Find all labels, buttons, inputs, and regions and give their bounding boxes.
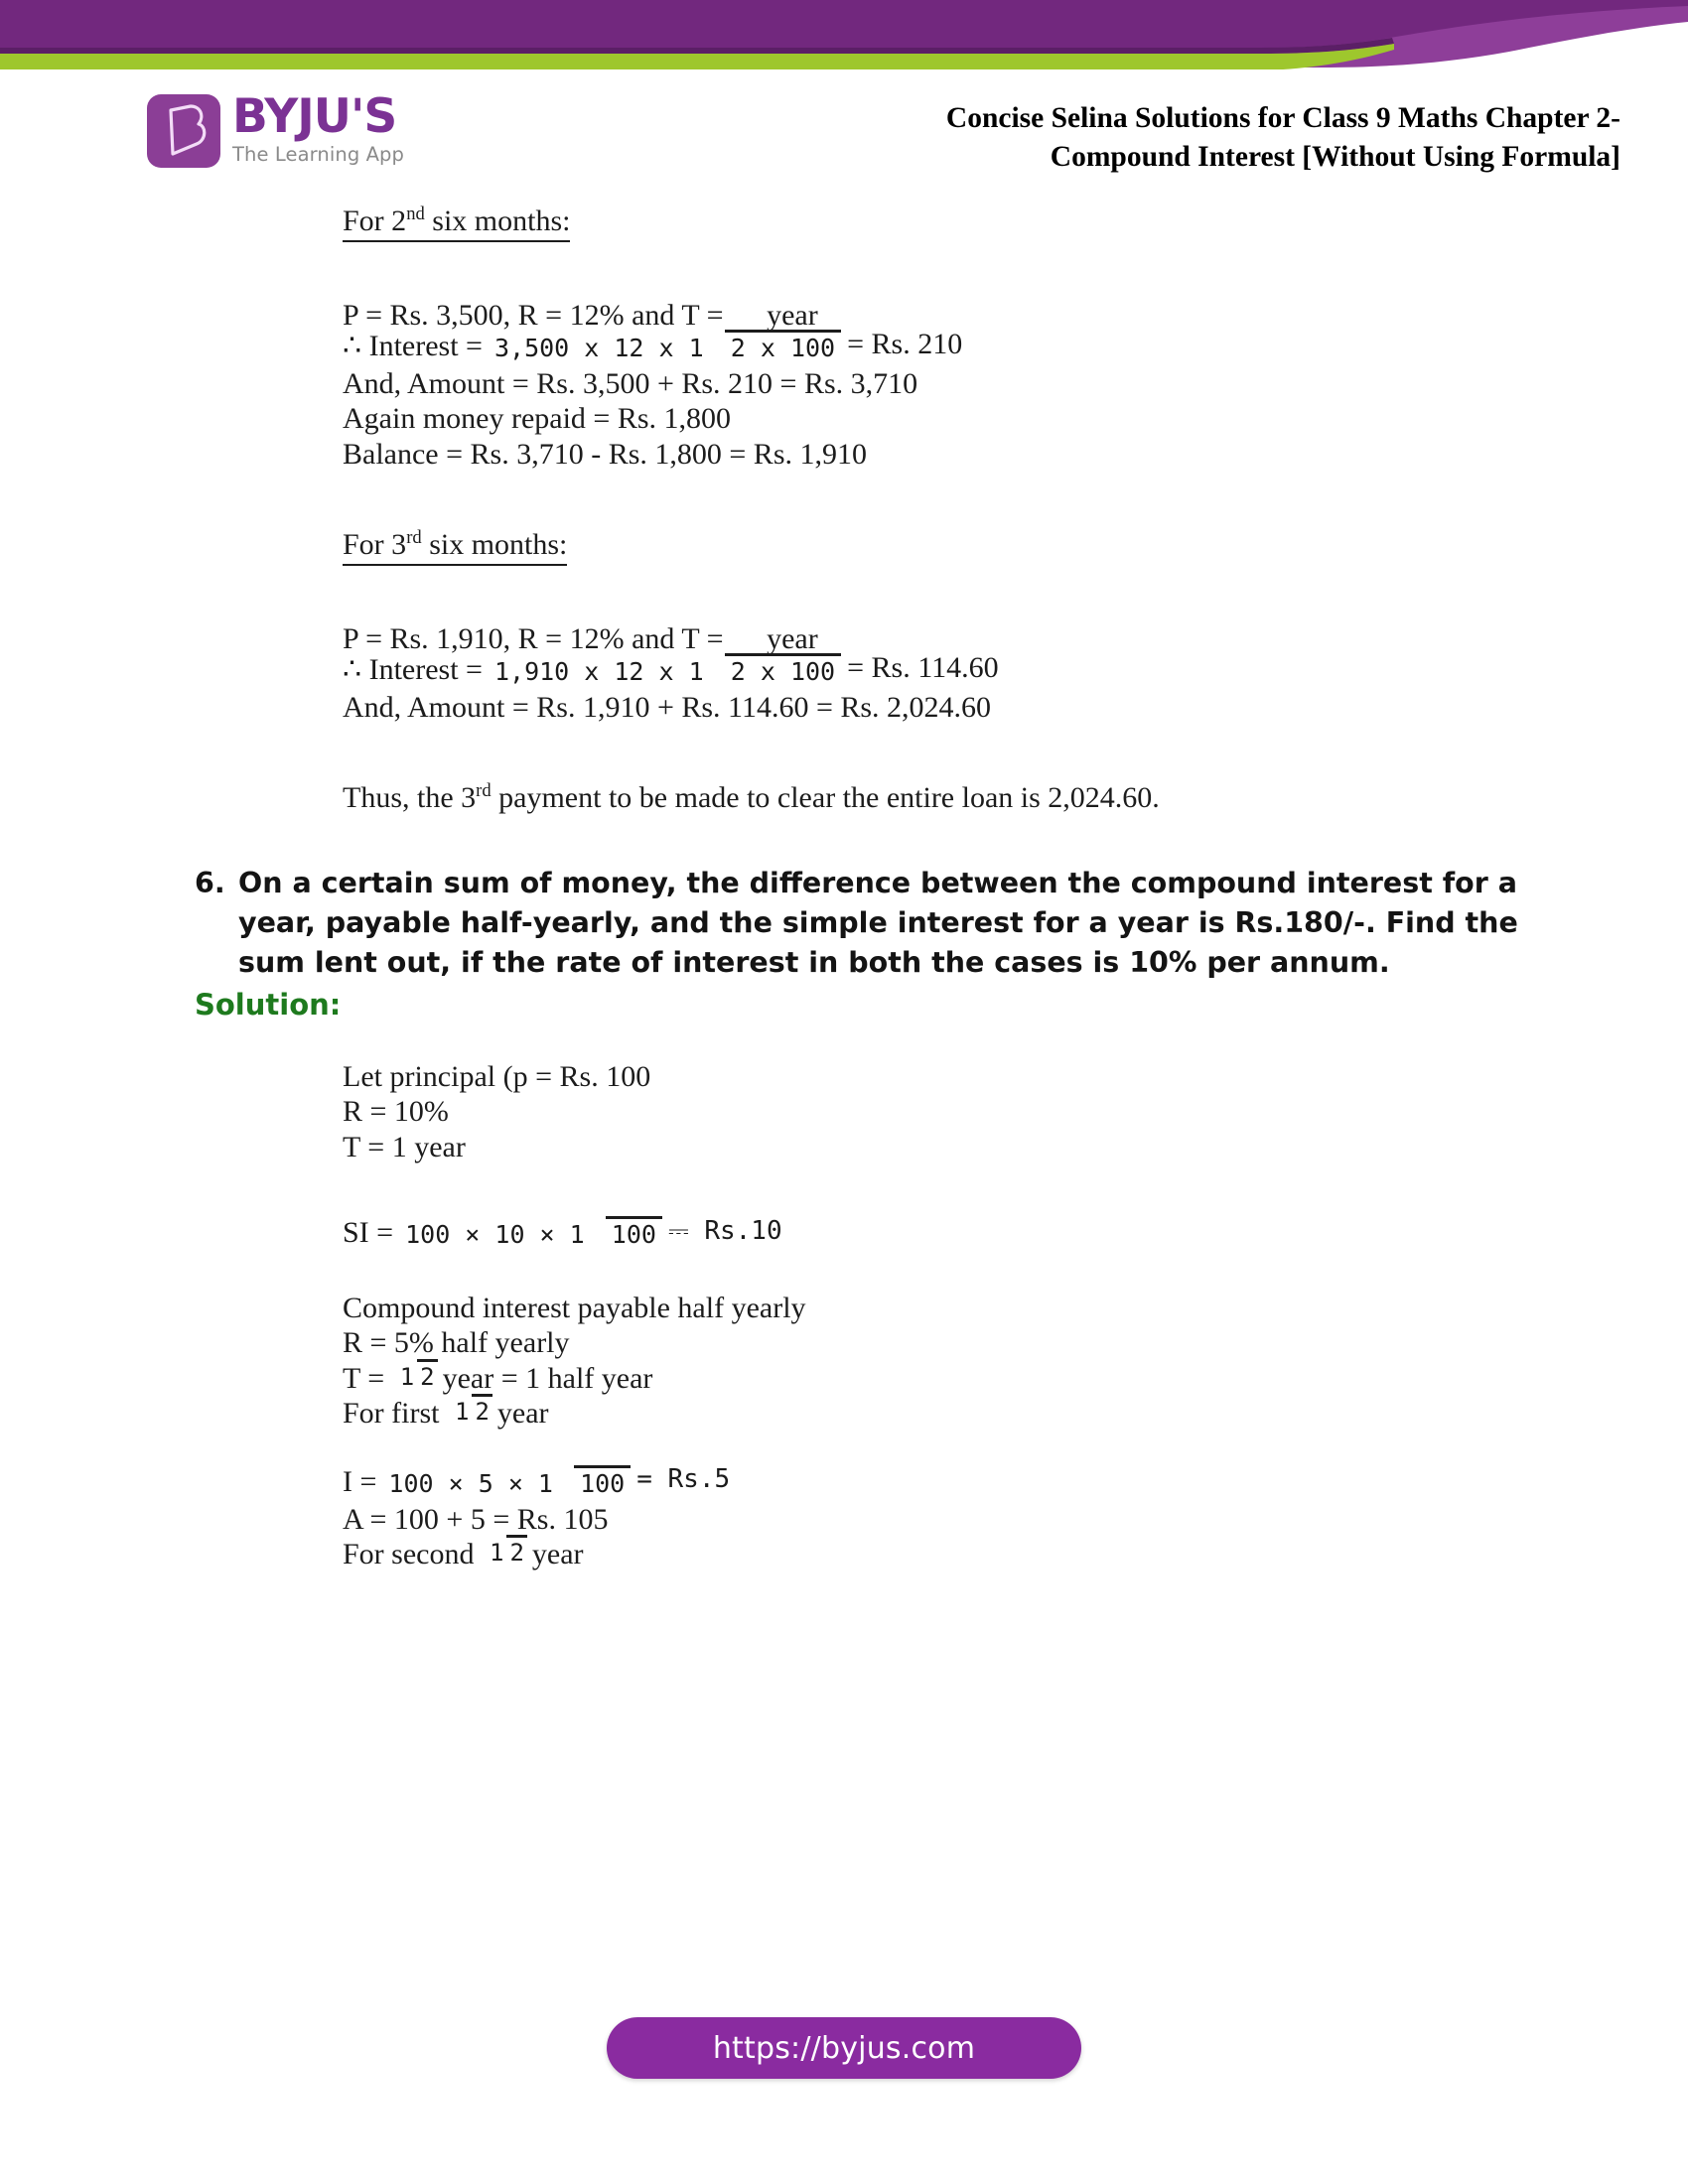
first-half-post: year xyxy=(496,1397,549,1431)
time-line: T = 1 year xyxy=(343,1130,466,1163)
given-3rd-post: year xyxy=(767,622,818,656)
half-fraction xyxy=(487,1540,527,1567)
ci-time-post: year = 1 half year xyxy=(442,1361,653,1395)
fraction-numerator: 100 × 10 × 1 xyxy=(405,1220,585,1250)
section-heading-2nd-six-months xyxy=(343,204,1564,242)
conclusion-pre: Thus, the 3 xyxy=(343,781,477,815)
fraction-numerator: 1 xyxy=(399,1362,415,1391)
fraction-denominator: 2 x 100 xyxy=(725,653,841,686)
ci-time-pre: T = xyxy=(343,1361,392,1395)
second-half-post: year xyxy=(531,1538,584,1571)
ci-heading-line: Compound interest payable half yearly xyxy=(343,1292,806,1325)
page-title-line2: Compound Interest [Without Using Formula] xyxy=(1050,140,1620,173)
interest-equation-3rd xyxy=(343,650,1564,690)
fraction-numerator: 3,500 x 12 x 1 xyxy=(493,333,704,362)
fraction-denominator: 100 xyxy=(574,1465,631,1498)
heading-2nd-pre: For 2 xyxy=(343,205,407,237)
conclusion-line xyxy=(343,780,1564,815)
interest-fraction-3rd xyxy=(489,657,841,686)
fraction-numerator: 100 × 5 × 1 xyxy=(388,1468,553,1498)
si-result: ⎓ Rs.10 xyxy=(667,1215,782,1246)
spacer xyxy=(343,242,1564,298)
spacer xyxy=(0,1022,1688,1059)
header-banner xyxy=(0,0,1688,69)
conclusion-sup: rd xyxy=(476,780,492,802)
i-equation xyxy=(343,1464,1564,1502)
given-2nd-pre: P = Rs. 3,500, R = 12% and T = xyxy=(343,299,732,333)
i-result: = Rs.5 xyxy=(636,1464,731,1495)
solution-label: Solution: xyxy=(195,987,342,1022)
fraction-denominator: 2 xyxy=(472,1394,492,1426)
spacer xyxy=(343,566,1564,621)
section-heading-3rd-six-months xyxy=(343,527,1564,566)
i-fraction xyxy=(382,1469,631,1498)
si-fraction xyxy=(399,1220,662,1249)
byjus-logo-mark xyxy=(147,94,220,168)
spacer xyxy=(343,1432,1564,1469)
page-title-line1: Concise Selina Solutions for Class 9 Maths Chapter 2- xyxy=(945,102,1620,134)
given-2nd-post: year xyxy=(767,299,818,333)
heading-3rd-sup: rd xyxy=(406,526,422,548)
repaid-line-2nd: Again money repaid = Rs. 1,800 xyxy=(343,402,732,436)
si-label: SI = xyxy=(343,1216,394,1250)
fraction-denominator: 2 xyxy=(417,1359,437,1391)
let-principal-line: Let principal (p = Rs. 100 xyxy=(343,1059,651,1093)
half-fraction xyxy=(452,1399,492,1426)
amount-line-2nd: And, Amount = Rs. 3,500 + Rs. 210 = Rs. 3,710 xyxy=(343,366,918,400)
question-6 xyxy=(195,864,1530,984)
fraction-denominator: 100 xyxy=(606,1216,662,1249)
interest-equation-2nd xyxy=(343,327,1564,366)
interest-result-3rd: = Rs. 114.60 xyxy=(847,650,999,684)
balance-line-2nd: Balance = Rs. 3,710 - Rs. 1,800 = Rs. 1,910 xyxy=(343,437,867,471)
amount-line-3rd: And, Amount = Rs. 1,910 + Rs. 114.60 = Rs. 2,024.60 xyxy=(343,690,992,724)
interest-label-3rd: ∴ Interest = xyxy=(343,652,483,686)
solution-5-continued xyxy=(343,204,1564,816)
i-label: I = xyxy=(343,1464,377,1498)
document-body xyxy=(0,204,1688,1571)
spacer xyxy=(0,816,1688,854)
spacer xyxy=(343,472,1564,527)
half-fraction xyxy=(397,1364,438,1391)
byjus-wordmark: BYJU'S xyxy=(232,89,397,144)
spacer xyxy=(343,1253,1564,1291)
first-half-pre: For first xyxy=(343,1397,447,1431)
footer-url-button[interactable] xyxy=(607,2017,1081,2079)
solution-6-body xyxy=(343,1059,1564,1572)
given-3rd-pre: P = Rs. 1,910, R = 12% and T = xyxy=(343,622,732,656)
fraction-denominator: 2 xyxy=(506,1535,526,1567)
heading-2nd-post: six months: xyxy=(424,205,571,237)
spacer xyxy=(343,1164,1564,1220)
interest-label-2nd: ∴ Interest = xyxy=(343,329,483,362)
page-title xyxy=(806,99,1620,177)
second-half-year-line xyxy=(343,1537,1564,1571)
interest-result-2nd: = Rs. 210 xyxy=(847,327,963,360)
fraction-numerator: 1,910 x 12 x 1 xyxy=(493,656,704,686)
byjus-tagline: The Learning App xyxy=(232,143,405,167)
interest-fraction-2nd xyxy=(489,334,841,362)
si-equation xyxy=(343,1215,1564,1253)
fraction-denominator: 2 x 100 xyxy=(725,330,841,362)
heading-3rd-post: six months: xyxy=(421,527,568,561)
byjus-b-glyph xyxy=(171,106,205,154)
footer-url-label: https://byjus.com xyxy=(712,2030,976,2066)
spacer xyxy=(343,725,1564,780)
second-half-pre: For second xyxy=(343,1538,482,1571)
ci-time-line xyxy=(343,1361,1564,1396)
byjus-logo xyxy=(147,89,405,168)
first-half-year-line xyxy=(343,1396,1564,1431)
amount-105-line: A = 100 + 5 = Rs. 105 xyxy=(343,1502,609,1536)
question-6-text: On a certain sum of money, the difference between the compound interest for a year, payable half-yearly, and the simple interest for a year is Rs.180/-. Find the sum lent out, if the rate of interest in both the cases is 10% per annum. xyxy=(238,866,1518,980)
heading-3rd-pre: For 3 xyxy=(343,527,407,561)
ci-rate-line: R = 5% half yearly xyxy=(343,1326,570,1360)
question-6-number: 6. xyxy=(195,866,225,899)
fraction-numerator: 1 xyxy=(489,1538,504,1567)
heading-2nd-sup: nd xyxy=(406,204,425,224)
fraction-numerator: 1 xyxy=(455,1397,470,1426)
banner-green-fill xyxy=(0,54,1231,69)
rate-line: R = 10% xyxy=(343,1095,449,1129)
conclusion-post: payment to be made to clear the entire loan is 2,024.60. xyxy=(491,781,1160,815)
